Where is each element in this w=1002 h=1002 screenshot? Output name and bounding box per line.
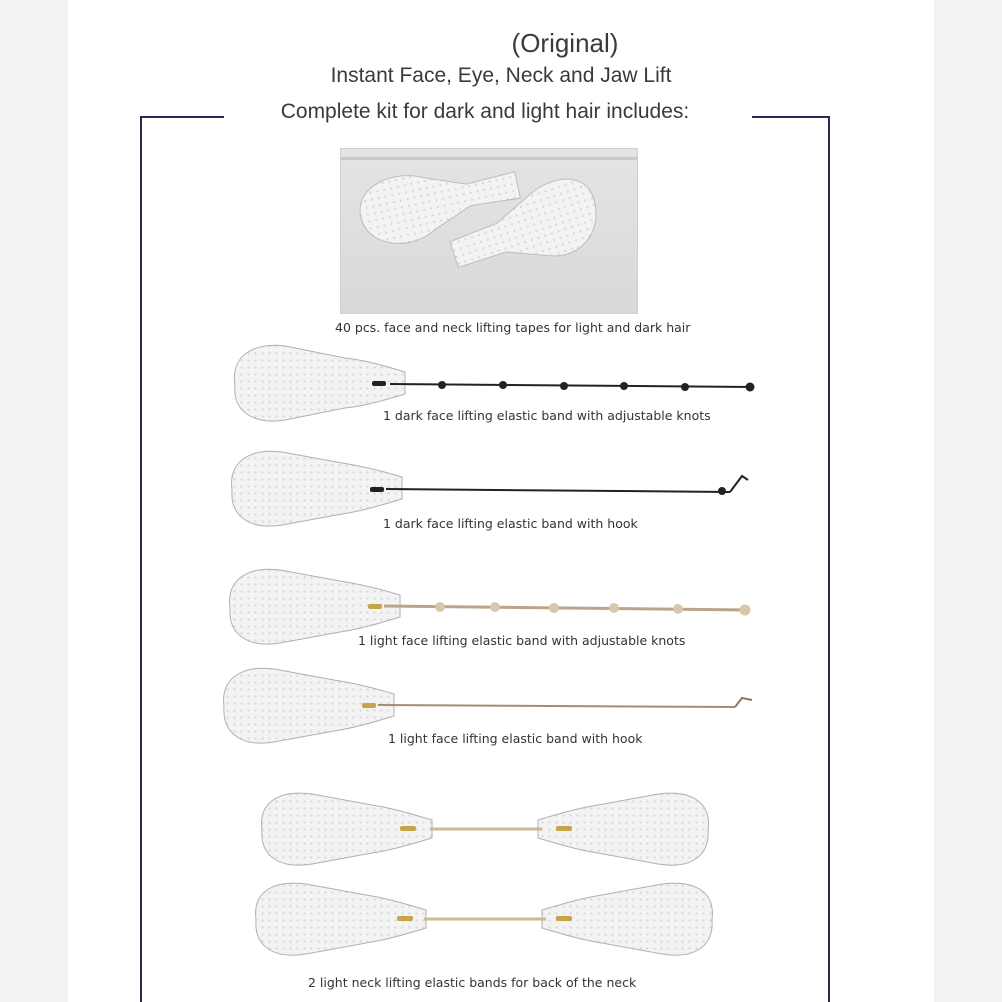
caption-light-hook: 1 light face lifting elastic band with hook (388, 731, 643, 746)
kit-subtitle: Complete kit for dark and light hair includes: (280, 100, 690, 123)
caption-dark-hook: 1 dark face lifting elastic band with hook (383, 516, 638, 531)
dark-hook-band (232, 451, 748, 526)
neck-band-1 (262, 793, 709, 865)
caption-tapes: 40 pcs. face and neck lifting tapes for light and dark hair (335, 320, 691, 335)
caption-dark-knots: 1 dark face lifting elastic band with adjustable knots (383, 408, 711, 423)
caption-neck-bands: 2 light neck lifting elastic bands for back of the neck (308, 975, 637, 990)
product-title: Instant Face, Eye, Neck and Jaw Lift (330, 64, 672, 87)
original-label: (Original) (511, 28, 619, 58)
caption-light-knots: 1 light face lifting elastic band with adjustable knots (358, 633, 686, 648)
neck-band-2 (256, 883, 713, 955)
